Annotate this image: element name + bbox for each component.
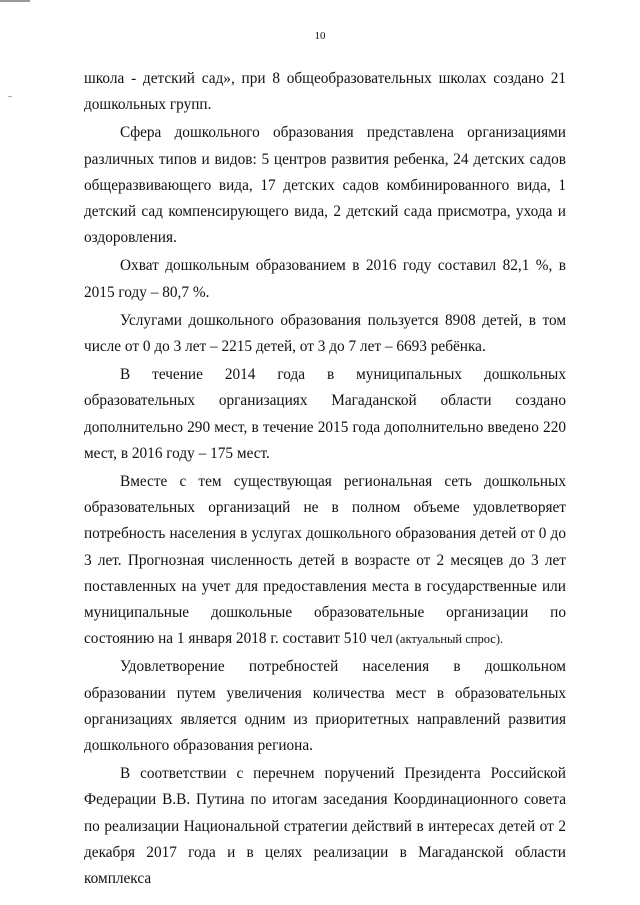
paragraph-new-places: В течение 2014 года в муниципальных дошкольных образовательных организациях Магаданской области создано дополнительно 290 мест, в течение 2015 года дополнительно введено 220 мест, в 2016 году – 175 мест. — [84, 366, 566, 462]
paragraph-preschool-sphere: Сфера дошкольного образования представлена организациями различных типов и видов: 5 центров развития ребенка, 24 детских садов общеразвивающего вида, 17 детских садов комбинированного вида, 1 детский сад компенсирующего вида, 2 детский сада присмотра, ухода и оздоровления. — [84, 124, 566, 247]
scan-edge-mark — [0, 0, 30, 2]
paragraph-network-demand — [84, 469, 566, 652]
document-body — [84, 66, 566, 894]
paragraph-network-demand-text: Вместе с тем существующая региональная сеть дошкольных образовательных организаций не в полном объеме удовлетворяет потребность населения в услугах дошкольного образования детей от 0 до 3 лет. Прогнозная численность детей в возрасте от 2 месяцев до 3 лет поставленных на учет для предоставления места в государственные или муниципальные дошкольные образовательные организации по состоянию на 1 января 2018 г. составит 510 чел — [84, 473, 566, 648]
page-number: 10 — [314, 30, 326, 42]
paragraph-priority: Удовлетворение потребностей населения в дошкольном образовании путем увеличения количества мест в образовательных организациях является одним из приоритетных направлений развития дошкольного образования региона. — [84, 658, 566, 755]
paragraph-president-instructions: В соответствии с перечнем поручений Президента Российской Федерации В.В. Путина по итогам заседания Координационного совета по реализации Национальной стратегии действий в интересах детей от 2 декабря 2017 года и в целях реализации в Магаданской области комплекса — [84, 765, 566, 888]
paragraph-continuation: школа - детский сад», при 8 общеобразовательных школах создано 21 дошкольных групп. — [84, 70, 566, 114]
paragraph-services: Услугами дошкольного образования пользуется 8908 детей, в том числе от 0 до 3 лет – 2215 детей, от 3 до 7 лет – 6693 ребёнка. — [84, 311, 566, 356]
paragraph-coverage: Охват дошкольным образованием в 2016 году составил 82,1 %, в 2015 году – 80,7 %. — [84, 257, 566, 301]
scan-speck — [8, 96, 12, 97]
actual-demand-note: (актуальный спрос). — [392, 632, 504, 647]
